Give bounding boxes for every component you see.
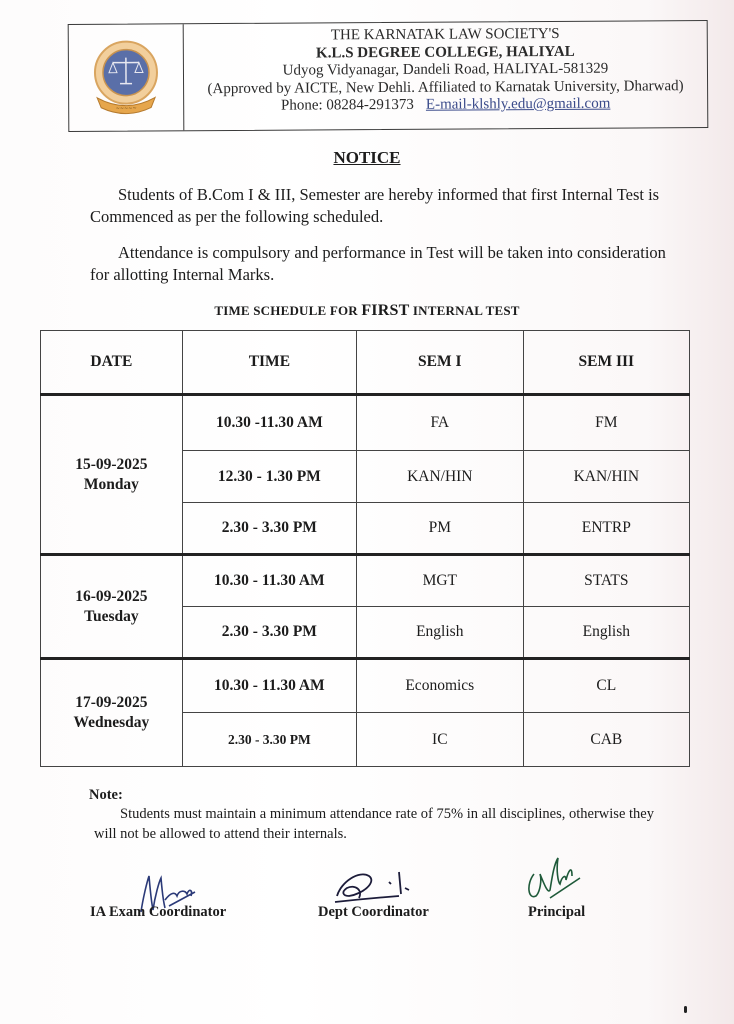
sem-1-subject: English: [356, 607, 523, 659]
date-value: 17-09-2025: [75, 694, 148, 711]
approval-line: (Approved by AICTE, New Dehli. Affiliated to Karnatak University, Dharwad): [207, 77, 684, 97]
header-sem-1: SEM I: [356, 331, 523, 395]
weekday-value: Tuesday: [84, 607, 139, 625]
kls-emblem-scales-icon: [89, 37, 163, 117]
letterhead: [68, 20, 709, 132]
schedule-title-part: TIME SCHEDULE FOR: [214, 303, 362, 318]
time-cell: 12.30 - 1.30 PM: [182, 451, 356, 503]
weekday-value: Monday: [83, 475, 139, 493]
handwritten-signature-icon: [520, 854, 590, 904]
table-row: [41, 395, 690, 451]
intro-line-2: Commenced as per the following scheduled.: [90, 207, 384, 226]
sem-3-subject: KAN/HIN: [523, 451, 689, 503]
note-label: Note:: [89, 787, 123, 803]
college-name: K.L.S DEGREE COLLEGE, HALIYAL: [315, 43, 575, 61]
schedule-title: [0, 302, 734, 320]
header-time: TIME: [182, 331, 356, 395]
college-address: Udyog Vidyanagar, Dandeli Road, HALIYAL-581329: [282, 60, 609, 79]
time-cell: 2.30 - 3.30 PM: [182, 607, 356, 659]
weekday-value: Wednesday: [73, 714, 150, 731]
note-text: [94, 804, 684, 844]
header-sem-3: SEM III: [523, 331, 689, 395]
letterhead-text: [184, 21, 708, 130]
society-name: THE KARNATAK LAW SOCIETY'S: [330, 25, 560, 44]
attendance-paragraph: [90, 242, 690, 286]
time-cell: 10.30 - 11.30 AM: [182, 555, 356, 607]
principal-label: Principal: [528, 904, 586, 920]
table-row: [41, 659, 690, 713]
table-row: [41, 555, 690, 607]
sem-1-subject: FA: [356, 395, 523, 451]
note-line-1: Students must maintain a minimum attendance rate of 75% in all disciplines, otherwise they: [120, 806, 654, 822]
svg-text:~~~~~: ~~~~~: [115, 105, 137, 112]
sem-3-subject: FM: [523, 395, 689, 451]
time-cell: 10.30 - 11.30 AM: [182, 659, 356, 713]
sem-1-subject: KAN/HIN: [356, 451, 523, 503]
dept-coordinator-label: Dept Coordinator: [318, 904, 429, 920]
handwritten-signature-icon: [333, 862, 423, 907]
contact-line: [184, 95, 707, 116]
notice-title: NOTICE: [333, 148, 401, 167]
sem-1-subject: IC: [356, 713, 523, 767]
attendance-line-1: Attendance is compulsory and performance in Test will be taken into consideration: [118, 243, 666, 262]
intro-paragraph: [90, 184, 690, 228]
sem-1-subject: MGT: [356, 555, 523, 607]
note-line-2: will not be allowed to attend their internals.: [94, 826, 347, 842]
ia-exam-coordinator-label: IA Exam Coordinator: [90, 904, 227, 920]
table-header-row: [41, 331, 690, 395]
logo-cell: [69, 24, 185, 131]
date-cell: [41, 555, 183, 659]
ink-mark: [684, 1006, 687, 1013]
sem-3-subject: CAB: [523, 713, 689, 767]
sem-3-subject: STATS: [523, 555, 689, 607]
sem-1-subject: PM: [356, 503, 523, 555]
date-value: 16-09-2025: [75, 587, 148, 605]
sem-3-subject: English: [523, 607, 689, 659]
intro-line-1: Students of B.Com I & III, Semester are hereby informed that first Internal Test is: [118, 185, 660, 204]
header-date: DATE: [41, 331, 183, 395]
sem-1-subject: Economics: [356, 659, 523, 713]
time-cell: 2.30 - 3.30 PM: [182, 713, 356, 767]
sem-3-subject: ENTRP: [523, 503, 689, 555]
schedule-title-emphasis: FIRST: [361, 302, 410, 319]
schedule-table: [40, 330, 690, 767]
date-cell: [41, 395, 183, 555]
email-link[interactable]: E-mail-klshly.edu@gmail.com: [425, 95, 611, 113]
attendance-line-2: for allotting Internal Marks.: [90, 265, 275, 284]
time-cell: 2.30 - 3.30 PM: [182, 503, 356, 555]
sem-3-subject: CL: [523, 659, 689, 713]
date-cell: [41, 659, 183, 767]
phone-number: Phone: 08284-291373: [280, 96, 414, 114]
time-cell: 10.30 -11.30 AM: [182, 395, 356, 451]
date-value: 15-09-2025: [75, 455, 148, 473]
schedule-title-part: INTERNAL TEST: [409, 303, 520, 318]
